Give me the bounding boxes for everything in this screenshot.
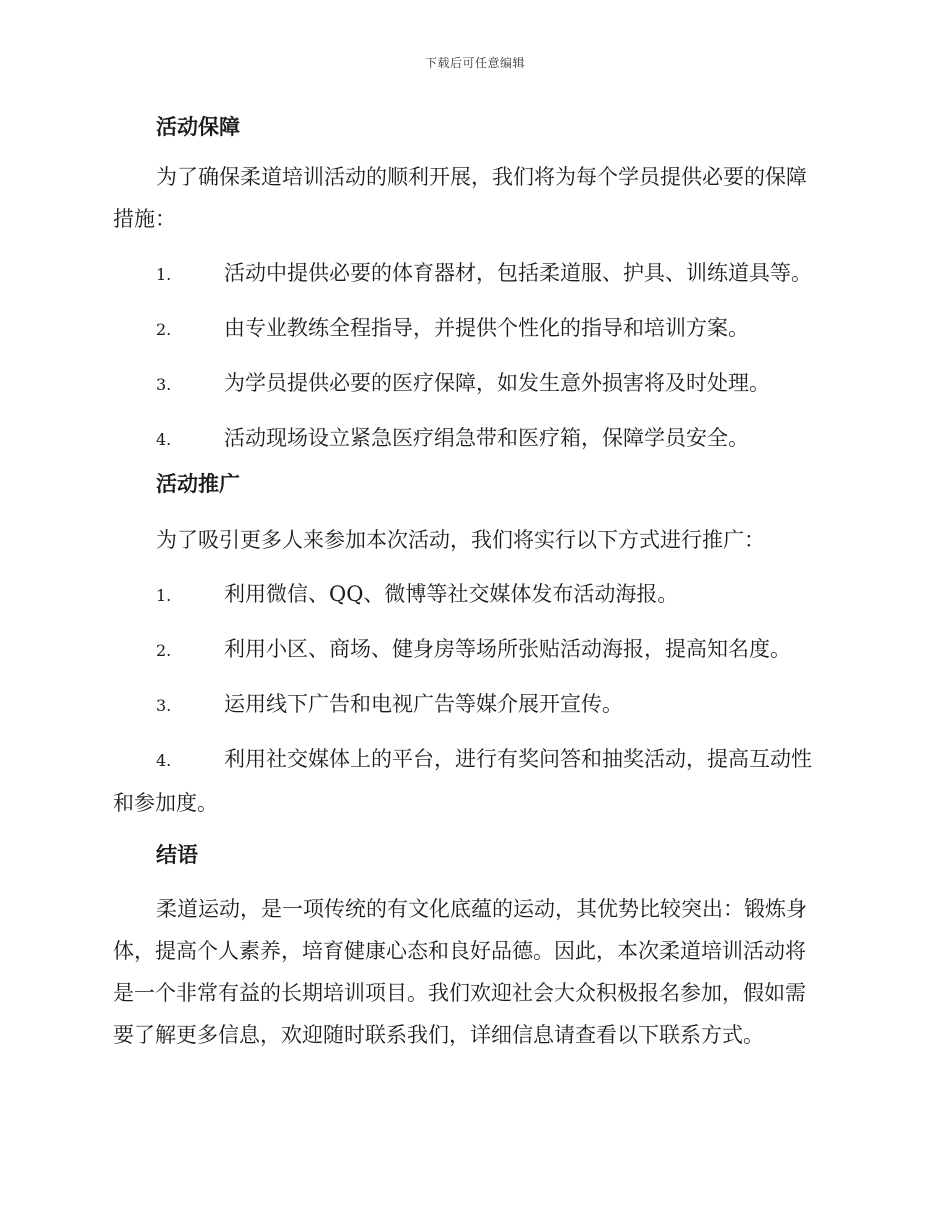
list-item [113,628,833,683]
list-number: 2. [156,641,172,660]
list-text: 利用小区、商场、健身房等场所张贴活动海报，提高知名度。 [224,637,791,661]
list-item [113,573,833,628]
conclusion-line4: 要了解更多信息，欢迎随时联系我们，详细信息请查看以下联系方式。 [113,1023,764,1047]
list-item [113,362,833,417]
promotion-intro: 为了吸引更多人来参加本次活动，我们将实行以下方式进行推广： [156,528,765,552]
guarantee-intro-line2: 措施： [113,207,176,231]
conclusion-paragraph [113,888,833,1056]
list-text: 活动现场设立紧急医疗绢急带和医疗箱，保障学员安全。 [224,426,749,450]
conclusion-line2: 体，提高个人素养，培育健康心态和良好品德。因此，本次柔道培训活动将 [113,939,806,963]
list-number: 3. [156,696,172,715]
list-number: 1. [156,265,172,284]
list-text: 由专业教练全程指导，并提供个性化的指导和培训方案。 [224,316,749,340]
section-heading-promotion: 活动推广 [156,471,240,496]
conclusion-line3: 是一个非常有益的长期培训项目。我们欢迎社会大众积极报名参加，假如需 [113,981,806,1005]
list-number: 3. [156,375,172,394]
list-text: 利用社交媒体上的平台，进行有奖问答和抽奖活动，提高互动性 [224,747,812,771]
list-number: 4. [156,430,172,449]
header-note: 下载后可任意编辑 [424,56,525,70]
list-text: 为学员提供必要的医疗保障，如发生意外损害将及时处理。 [224,371,770,395]
list-text: 利用微信、QQ、微博等社交媒体发布活动海报。 [224,582,679,606]
section-heading-guarantee: 活动保障 [156,114,240,139]
list-item [113,417,833,465]
list-item [113,307,833,362]
section-heading-conclusion: 结语 [156,842,198,867]
list-item [113,252,833,307]
document-body [113,108,833,1056]
list-item [113,683,833,738]
guarantee-intro [113,156,833,240]
list-number: 2. [156,320,172,339]
list-number: 4. [156,751,172,770]
list-number: 1. [156,586,172,605]
list-text: 运用线下广告和电视广告等媒介展开宣传。 [224,692,623,716]
list-text: 活动中提供必要的体育器材，包括柔道服、护具、训练道具等。 [224,261,812,285]
guarantee-intro-line1: 为了确保柔道培训活动的顺利开展，我们将为每个学员提供必要的保障 [156,165,807,189]
list-item [113,738,833,824]
list-text-continued: 和参加度。 [113,791,218,815]
conclusion-line1: 柔道运动，是一项传统的有文化底蕴的运动，其优势比较突出：锻炼身 [156,897,807,921]
